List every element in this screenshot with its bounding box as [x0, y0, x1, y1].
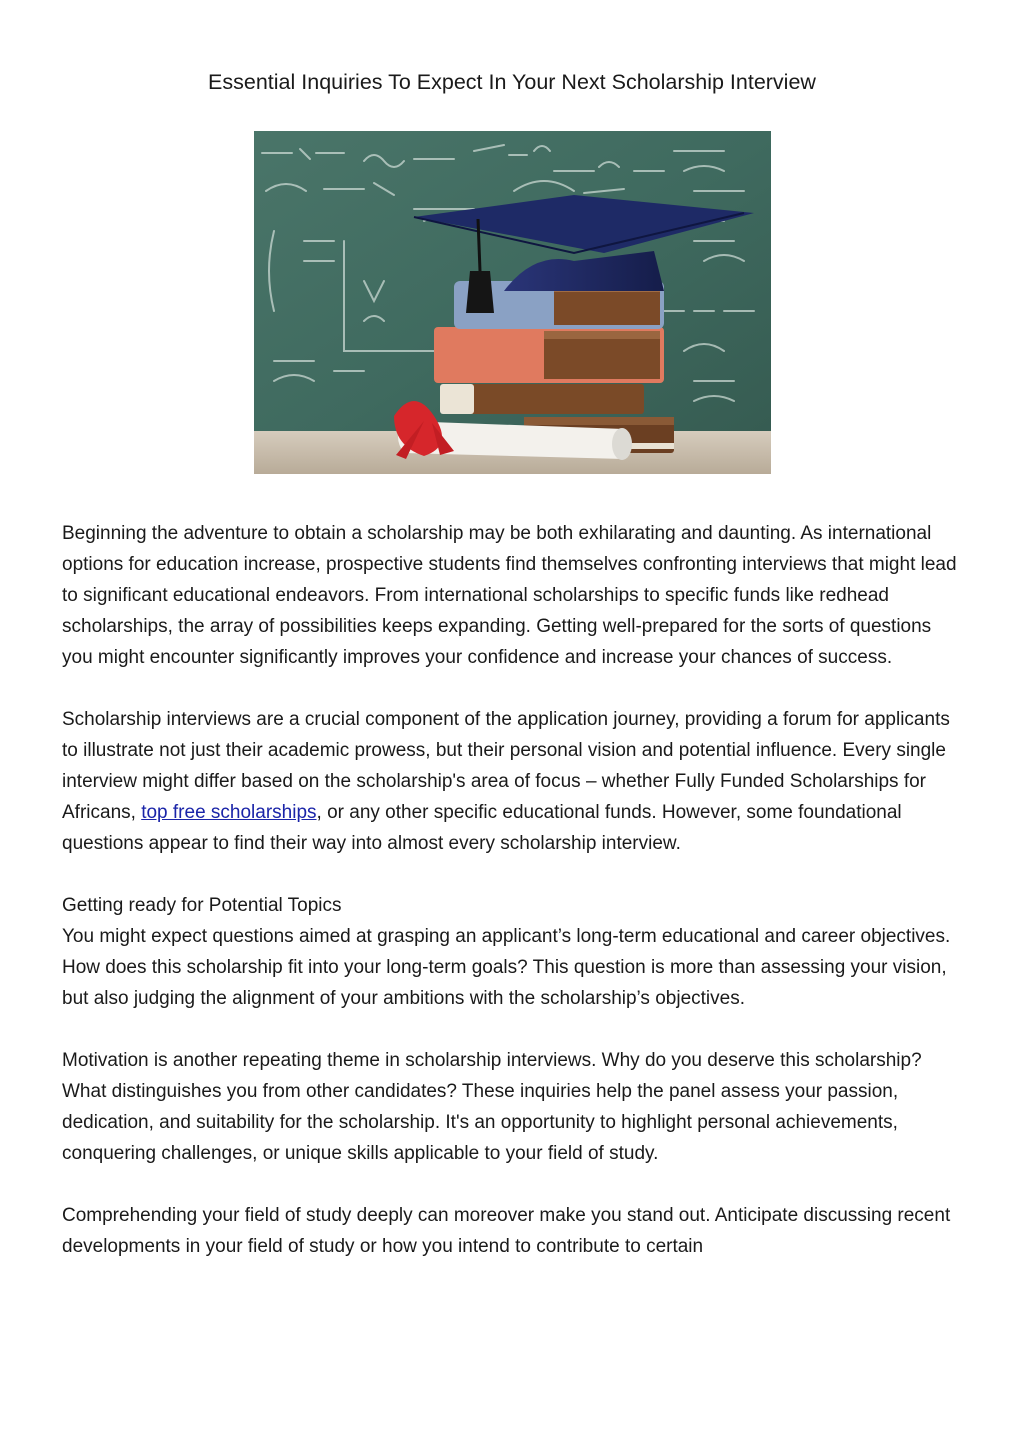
interviews-text-after-link: , or any other specific educational funds. However, some foundational questions appear to find their way into almost every scholarship interview. — [62, 802, 902, 854]
interviews-paragraph — [62, 704, 962, 859]
motivation-paragraph: Motivation is another repeating theme in scholarship interviews. Why do you deserve this scholarship? What distinguishes you from other candidates? These inquiries help the panel assess your passion, dedication, and suitability for the scholarship. It's an opportunity to highlight personal achievements, conquering challenges, or unique skills applicable to your field of study. — [62, 1050, 922, 1164]
interviews-text-before-link: Scholarship interviews are a crucial component of the application journey, providing a forum for applicants to illustrate not just their academic prowess, but their personal vision and potential influence. Every single interview might differ based on the scholarship's area of focus – whether Fully Funded Scholarships for Africans, — [62, 709, 950, 823]
intro-paragraph: Beginning the adventure to obtain a scholarship may be both exhilarating and daunting. As international options for education increase, prospective students find themselves confronting interviews that might lead to significant educational endeavors. From international scholarships to specific funds like redhead scholarships, the array of possibilities keeps expanding. Getting well-prepared for the sorts of questions you might encounter significantly improves your confidence and increase your chances of success. — [62, 523, 957, 668]
goals-paragraph: You might expect questions aimed at grasping an applicant’s long-term educational and career objectives. How does this scholarship fit into your long-term goals? This question is more than assessing your vision, but also judging the alignment of your ambitions with the scholarship’s objectives. — [62, 926, 951, 1009]
hero-image — [254, 131, 771, 474]
section-heading: Getting ready for Potential Topics — [62, 895, 342, 916]
top-free-scholarships-link[interactable]: top free scholarships — [141, 802, 317, 823]
field-of-study-paragraph: Comprehending your field of study deeply can moreover make you stand out. Anticipate discussing recent developments in your field of study or how you intend to contribute to certain — [62, 1205, 951, 1257]
page-title: Essential Inquiries To Expect In Your Next Scholarship Interview — [208, 70, 816, 94]
article-body — [62, 518, 962, 1262]
graduation-cap-books-chalkboard-image — [254, 131, 771, 474]
